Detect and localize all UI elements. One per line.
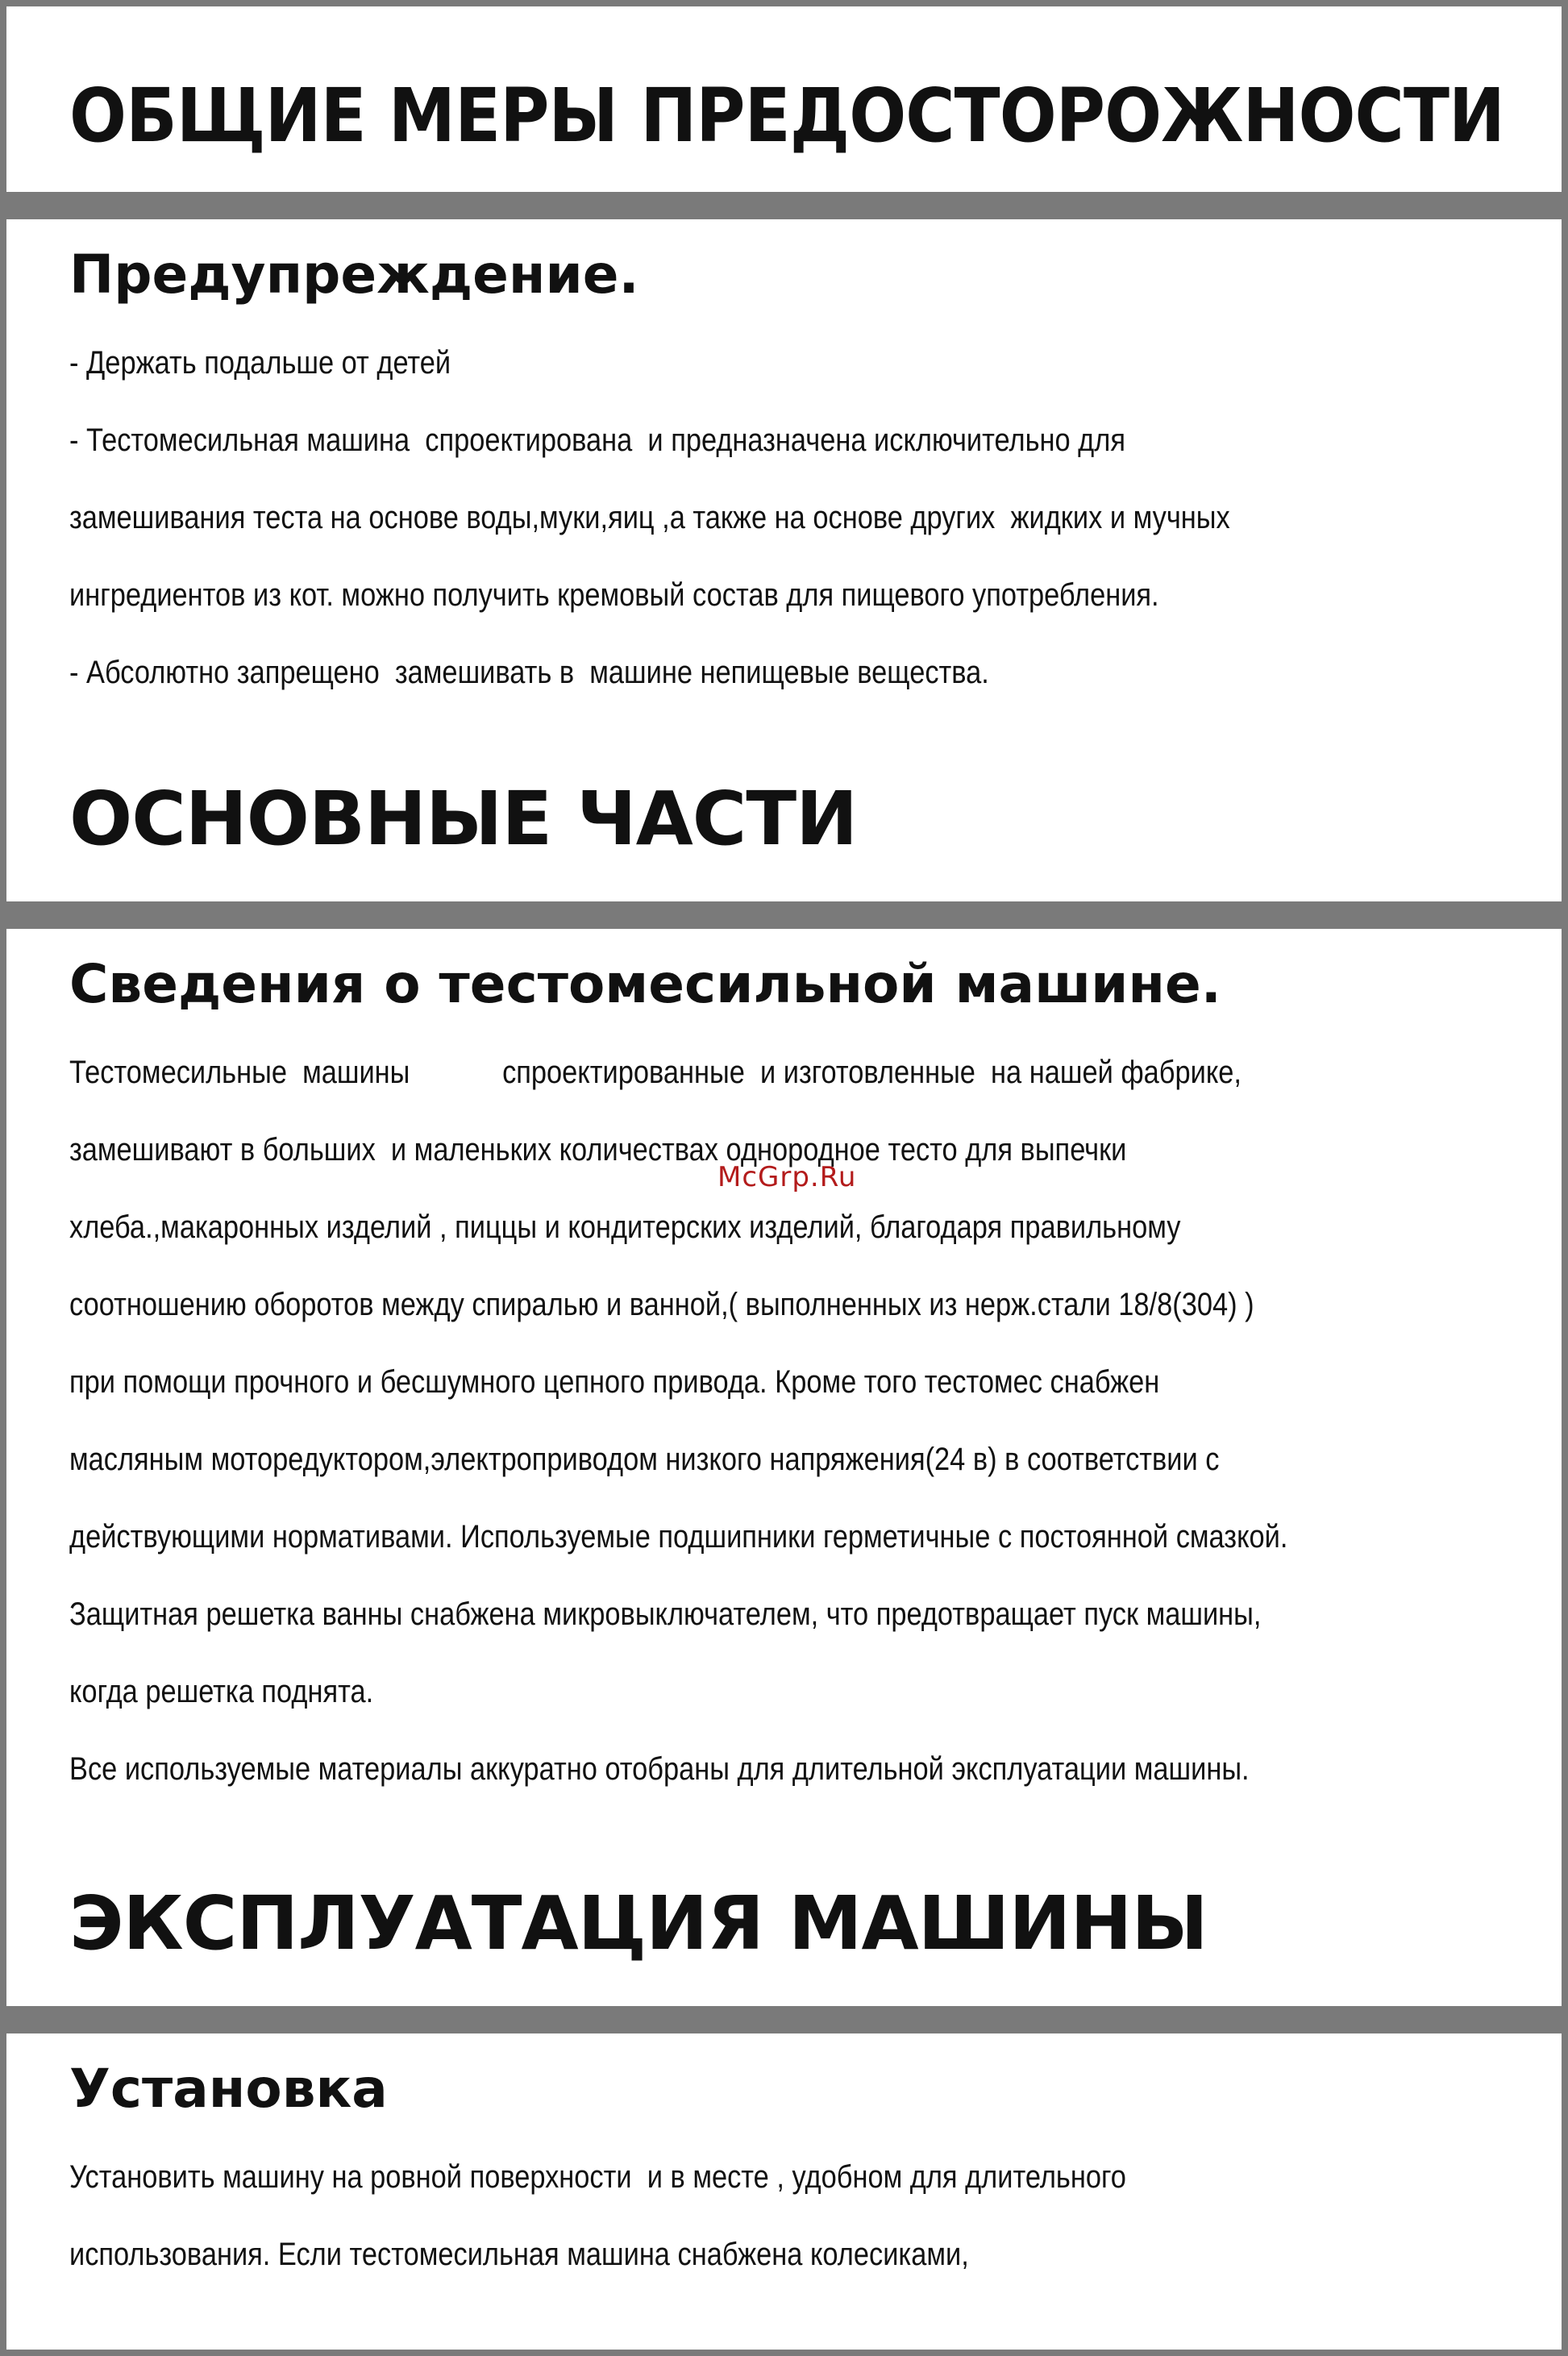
- section2-subtitle: Сведения о тестомесильной машине.: [69, 953, 1221, 1015]
- section2-body-panel: [6, 929, 1562, 2006]
- section3-title: ЭКСПЛУАТАЦИЯ МАШИНЫ: [69, 1880, 1208, 1967]
- section2-title: ОСНОВНЫЕ ЧАСТИ: [69, 776, 858, 862]
- text-line: соотношению оборотов между спиралью и ванной,( выполненных из нерж.стали 18/8(304) ): [69, 1287, 1254, 1322]
- section1-subtitle: Предупреждение.: [69, 244, 639, 306]
- text-line: ингредиентов из кот. можно получить кремовый состав для пищевого употребления.: [69, 577, 1159, 613]
- text-line: масляным моторедуктором,электроприводом низкого напряжения(24 в) в соответствии с: [69, 1442, 1220, 1477]
- text-line: замешивания теста на основе воды,муки,яиц ,а также на основе других жидких и мучных: [69, 500, 1230, 535]
- section1-paragraph: [69, 324, 1529, 711]
- text-line: замешивают в больших и маленьких количествах однородное тесто для выпечки: [69, 1132, 1127, 1168]
- text-line: хлеба.,макаронных изделий , пиццы и кондитерских изделий, благодаря правильному: [69, 1209, 1181, 1245]
- text-line: Все используемые материалы аккуратно отобраны для длительной эксплуатации машины.: [69, 1751, 1250, 1787]
- text-line: Установить машину на ровной поверхности и в месте , удобном для длительного: [69, 2159, 1126, 2195]
- text-line: - Абсолютно запрещено замешивать в машине непищевые вещества.: [69, 655, 989, 690]
- section1-title-panel: [6, 6, 1562, 192]
- section3-body-panel: [6, 2033, 1562, 2350]
- text-line: когда решетка поднята.: [69, 1674, 374, 1709]
- section1-title: ОБЩИЕ МЕРЫ ПРЕДОСТОРОЖНОСТИ: [69, 73, 1504, 159]
- text-line: при помощи прочного и бесшумного цепного привода. Кроме того тестомес снабжен: [69, 1364, 1160, 1400]
- section2-paragraph: [69, 1034, 1529, 1808]
- section3-subtitle: Установка: [69, 2058, 388, 2120]
- text-line: использования. Если тестомесильная машина снабжена колесиками,: [69, 2237, 969, 2272]
- section1-body-panel: [6, 219, 1562, 901]
- text-line: действующими нормативами. Используемые подшипники герметичные с постоянной смазкой.: [69, 1519, 1288, 1555]
- text-line: - Тестомесильная машина спроектирована и предназначена исключительно для: [69, 422, 1125, 458]
- text-line: Защитная решетка ванны снабжена микровыключателем, что предотвращает пуск машины,: [69, 1596, 1262, 1632]
- text-line: - Держать подальше от детей: [69, 345, 451, 381]
- section3-paragraph: [69, 2138, 1529, 2293]
- text-line: Тестомесильные машины спроектированные и изготовленные на нашей фабрике,: [69, 1055, 1242, 1090]
- watermark: McGrp.Ru: [717, 1161, 857, 1193]
